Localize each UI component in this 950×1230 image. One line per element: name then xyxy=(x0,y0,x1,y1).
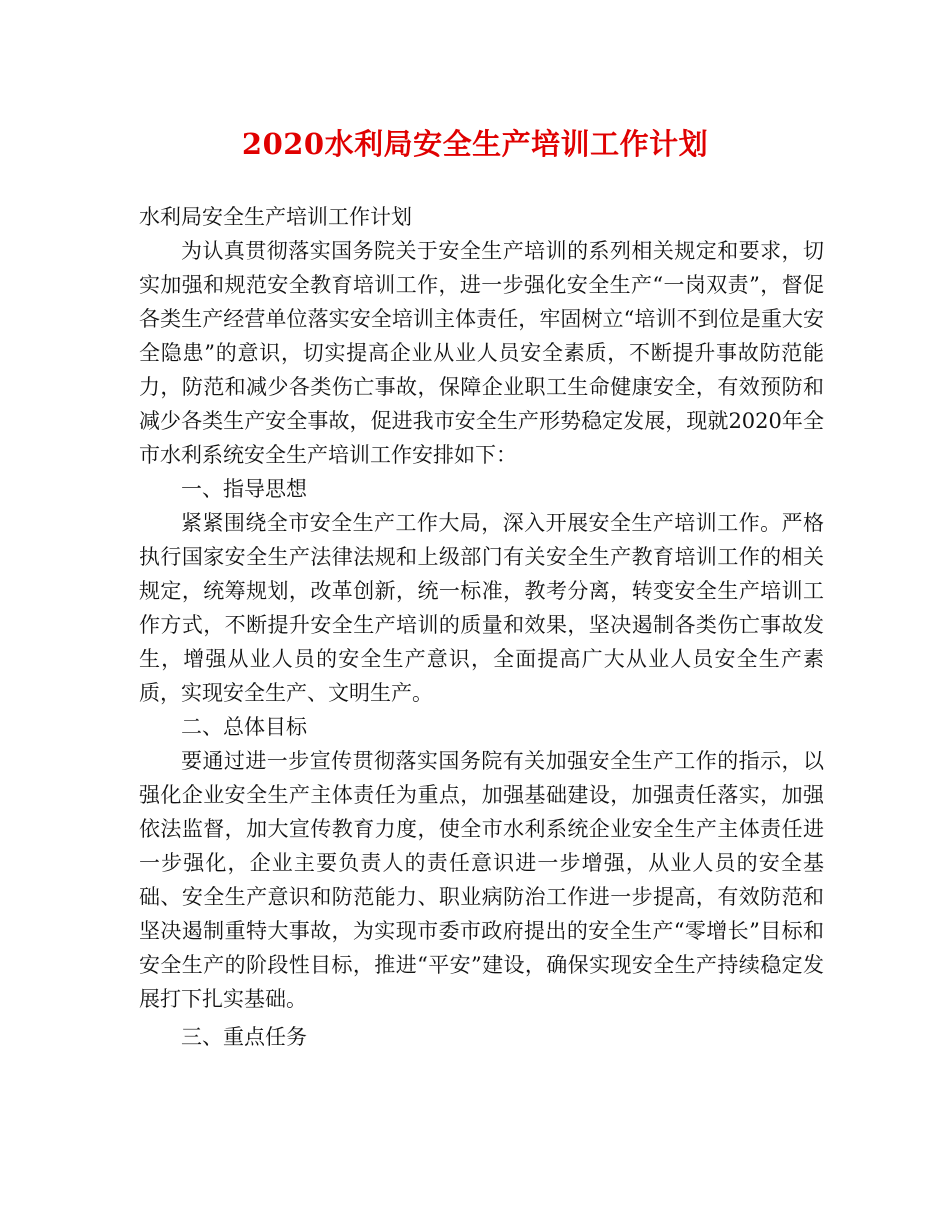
document-body xyxy=(139,200,824,1054)
section-body-overall-goal: 要通过进一步宣传贯彻落实国务院有关加强安全生产工作的指示，以强化企业安全生产主体责任为重点，加强基础建设，加强责任落实，加强依法监督，加大宣传教育力度，使全市水利系统企业安全生产主体责任进一步强化，企业主要负责人的责任意识进一步增强，从业人员的安全基础、安全生产意识和防范能力、职业病防治工作进一步提高，有效防范和坚决遏制重特大事故，为实现市委市政府提出的安全生产“零增长”目标和安全生产的阶段性目标，推进“平安”建设，确保实现安全生产持续稳定发展打下扎实基础。 xyxy=(139,749,824,1011)
section-heading-guiding-ideology: 一、指导思想 xyxy=(181,477,307,501)
section-heading-key-tasks: 三、重点任务 xyxy=(181,1025,307,1049)
document-title: 2020水利局安全生产培训工作计划 xyxy=(241,127,709,161)
section-body-guiding-ideology: 紧紧围绕全市安全生产工作大局，深入开展安全生产培训工作。严格执行国家安全生产法律法规和上级部门有关安全生产教育培训工作的相关规定，统筹规划，改革创新，统一标准，教考分离，转变安全生产培训工作方式，不断提升安全生产培训的质量和效果，坚决遏制各类伤亡事故发生，增强从业人员的安全生产意识，全面提高广大从业人员安全生产素质，实现安全生产、文明生产。 xyxy=(139,511,824,705)
intro-paragraph: 为认真贯彻落实国务院关于安全生产培训的系列相关规定和要求，切实加强和规范安全教育培训工作，进一步强化安全生产“一岗双责”，督促各类生产经营单位落实安全培训主体责任，牢固树立“培训不到位是重大安全隐患”的意识，切实提高企业从业人员安全素质，不断提升事故防范能力，防范和减少各类伤亡事故，保障企业职工生命健康安全，有效预防和减少各类生产安全事故，促进我市安全生产形势稳定发展，现就2020年全市水利系统安全生产培训工作安排如下： xyxy=(139,239,824,467)
document-subtitle: 水利局安全生产培训工作计划 xyxy=(139,205,412,229)
section-heading-overall-goal: 二、总体目标 xyxy=(181,715,307,739)
